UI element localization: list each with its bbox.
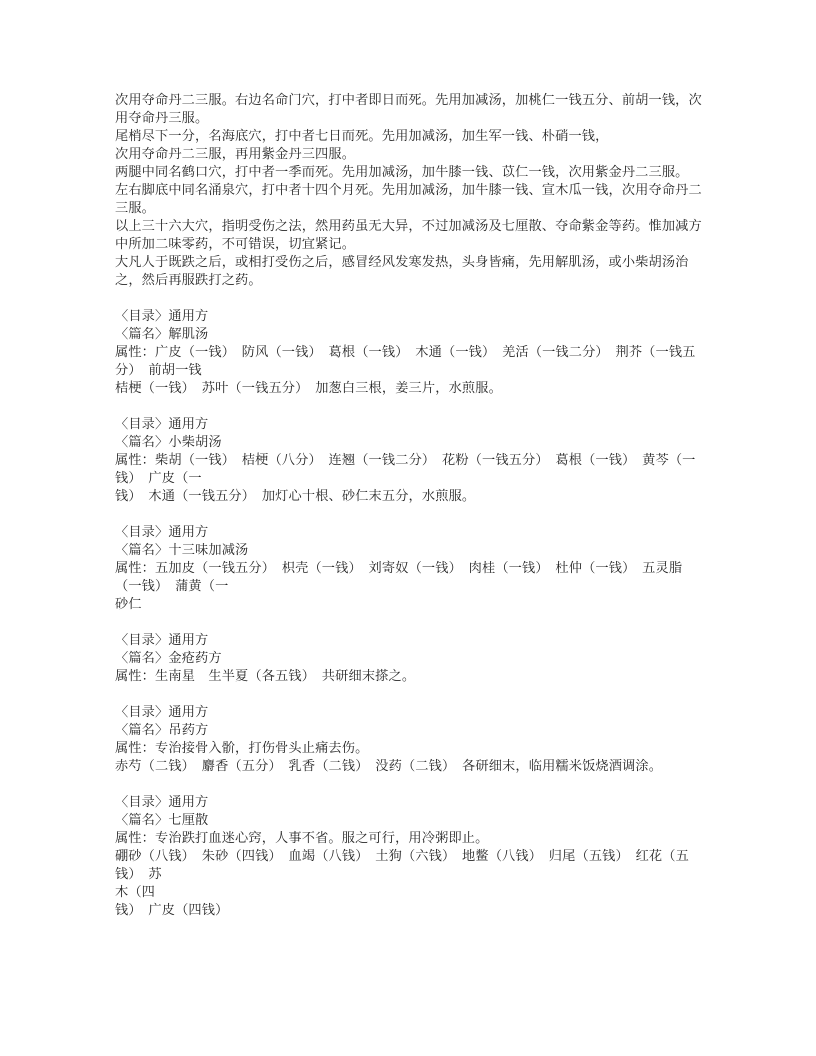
attribute-value: 柴胡（一钱） 桔梗（八分） 连翘（一钱二分） 花粉（一钱五分） 葛根（一钱） 黄芩（一钱） 广皮（一 [115,453,696,486]
continuation-line: 钱） 广皮（四钱） [115,903,229,918]
formula-title-label: 〈篇名〉 [115,327,169,342]
intro-paragraph-6: 以上三十六大穴，指明受伤之法，然用药虽无大异，不过加减汤及七厘散、夺命紫金等药。惟加减方中所加二味零药，不可错误，切宜紧记。 [115,219,702,252]
spacer [115,776,707,794]
catalog-label: 〈目录〉 [115,309,169,324]
attribute-value: 专治接骨入骱，打伤骨头止痛去伤。 [155,741,369,756]
spacer [115,614,707,632]
attribute-label: 属性： [115,669,156,684]
formula-title-label: 〈篇名〉 [115,543,169,558]
attribute-line [115,740,707,758]
continuation-line: 硼砂（八钱） 朱砂（四钱） 血竭（八钱） 土狗（六钱） 地鳖（八钱） 归尾（五钱） 红花（五钱） 苏 [115,849,689,882]
formula-title-line [115,326,707,344]
intro-paragraph-5: 左右脚底中同名涌泉穴，打中者十四个月死。先用加减汤，加牛膝一钱、宣木瓜一钱，次用夺命丹二三服。 [115,183,702,216]
formula-section-shisanweijiajiantang [115,524,707,614]
formula-title-value: 解肌汤 [168,327,209,342]
formula-section-jinchuangyaofang [115,632,707,686]
catalog-line [115,416,707,434]
formula-title-label: 〈篇名〉 [115,435,169,450]
attribute-label: 属性： [115,345,156,360]
formula-section-diaoyaofang [115,704,707,776]
formula-title-value: 十三味加减汤 [168,543,249,558]
catalog-line [115,308,707,326]
continuation-line: 木（四 [115,885,156,900]
attribute-label: 属性： [115,561,156,576]
formula-title-line [115,434,707,452]
formula-title-value: 吊药方 [168,723,209,738]
intro-paragraph-3: 次用夺命丹二三服，再用紫金丹三四服。 [115,147,356,162]
continuation-line: 桔梗（一钱） 苏叶（一钱五分） 加葱白三根，姜三片，水煎服。 [115,381,502,396]
attribute-line [115,668,707,686]
catalog-line [115,632,707,650]
continuation-line: 赤芍（二钱） 麝香（五分） 乳香（二钱） 没药（二钱） 各研细末，临用糯米饭烧酒调涂。 [115,759,663,774]
catalog-value: 通用方 [168,417,209,432]
formula-title-line [115,812,707,830]
catalog-line [115,704,707,722]
formula-title-line [115,722,707,740]
intro-paragraph-1: 次用夺命丹二三服。右边名命门穴，打中者即日而死。先用加减汤，加桃仁一钱五分、前胡一钱，次用夺命丹三服。 [115,93,702,126]
intro-paragraph-2: 尾梢尽下一分，名海底穴，打中者七日而死。先用加减汤，加生军一钱、朴硝一钱， [115,129,609,144]
catalog-label: 〈目录〉 [115,417,169,432]
formula-title-label: 〈篇名〉 [115,813,169,828]
catalog-value: 通用方 [168,795,209,810]
continuation-line: 砂仁 [115,597,142,612]
catalog-label: 〈目录〉 [115,795,169,810]
formula-title-label: 〈篇名〉 [115,723,169,738]
catalog-value: 通用方 [168,705,209,720]
intro-paragraph-7: 大凡人于既跌之后，或相打受伤之后，感冒经风发寒发热，头身皆痛，先用解肌汤，或小柴胡汤治之，然后再服跌打之药。 [115,255,689,288]
attribute-value: 五加皮（一钱五分） 枳壳（一钱） 刘寄奴（一钱） 肉桂（一钱） 杜仲（一钱） 五灵脂（一钱） 蒲黄（一 [115,561,683,594]
spacer [115,290,707,308]
formula-section-jiejitang [115,308,707,398]
attribute-value: 广皮（一钱） 防风（一钱） 葛根（一钱） 木通（一钱） 羌活（一钱二分） 荆芥（一钱五分） 前胡一钱 [115,345,696,378]
formula-title-line [115,650,707,668]
attribute-label: 属性： [115,453,156,468]
formula-title-line [115,542,707,560]
catalog-line [115,524,707,542]
spacer [115,506,707,524]
attribute-value: 专治跌打血迷心窍，人事不省。服之可行，用冷粥即止。 [155,831,489,846]
attribute-line [115,560,707,596]
attribute-value: 生南星 生半夏（各五钱） 共研细末搽之。 [155,669,416,684]
formula-title-value: 小柴胡汤 [168,435,222,450]
catalog-label: 〈目录〉 [115,633,169,648]
intro-paragraph-4: 两腿中同名鹤口穴，打中者一季而死。先用加减汤，加牛膝一钱、苡仁一钱，次用紫金丹二三服。 [115,165,689,180]
formula-section-xiaochaihutang [115,416,707,506]
catalog-value: 通用方 [168,309,209,324]
formula-section-qilisan [115,794,707,920]
document-body [115,92,707,920]
catalog-label: 〈目录〉 [115,705,169,720]
catalog-line [115,794,707,812]
formula-title-label: 〈篇名〉 [115,651,169,666]
spacer [115,686,707,704]
attribute-line [115,344,707,380]
catalog-label: 〈目录〉 [115,525,169,540]
catalog-value: 通用方 [168,633,209,648]
formula-title-value: 七厘散 [168,813,209,828]
continuation-line: 钱） 木通（一钱五分） 加灯心十根、砂仁末五分，水煎服。 [115,489,476,504]
formula-title-value: 金疮药方 [168,651,222,666]
attribute-line [115,830,707,848]
attribute-line [115,452,707,488]
attribute-label: 属性： [115,831,156,846]
catalog-value: 通用方 [168,525,209,540]
spacer [115,398,707,416]
attribute-label: 属性： [115,741,156,756]
